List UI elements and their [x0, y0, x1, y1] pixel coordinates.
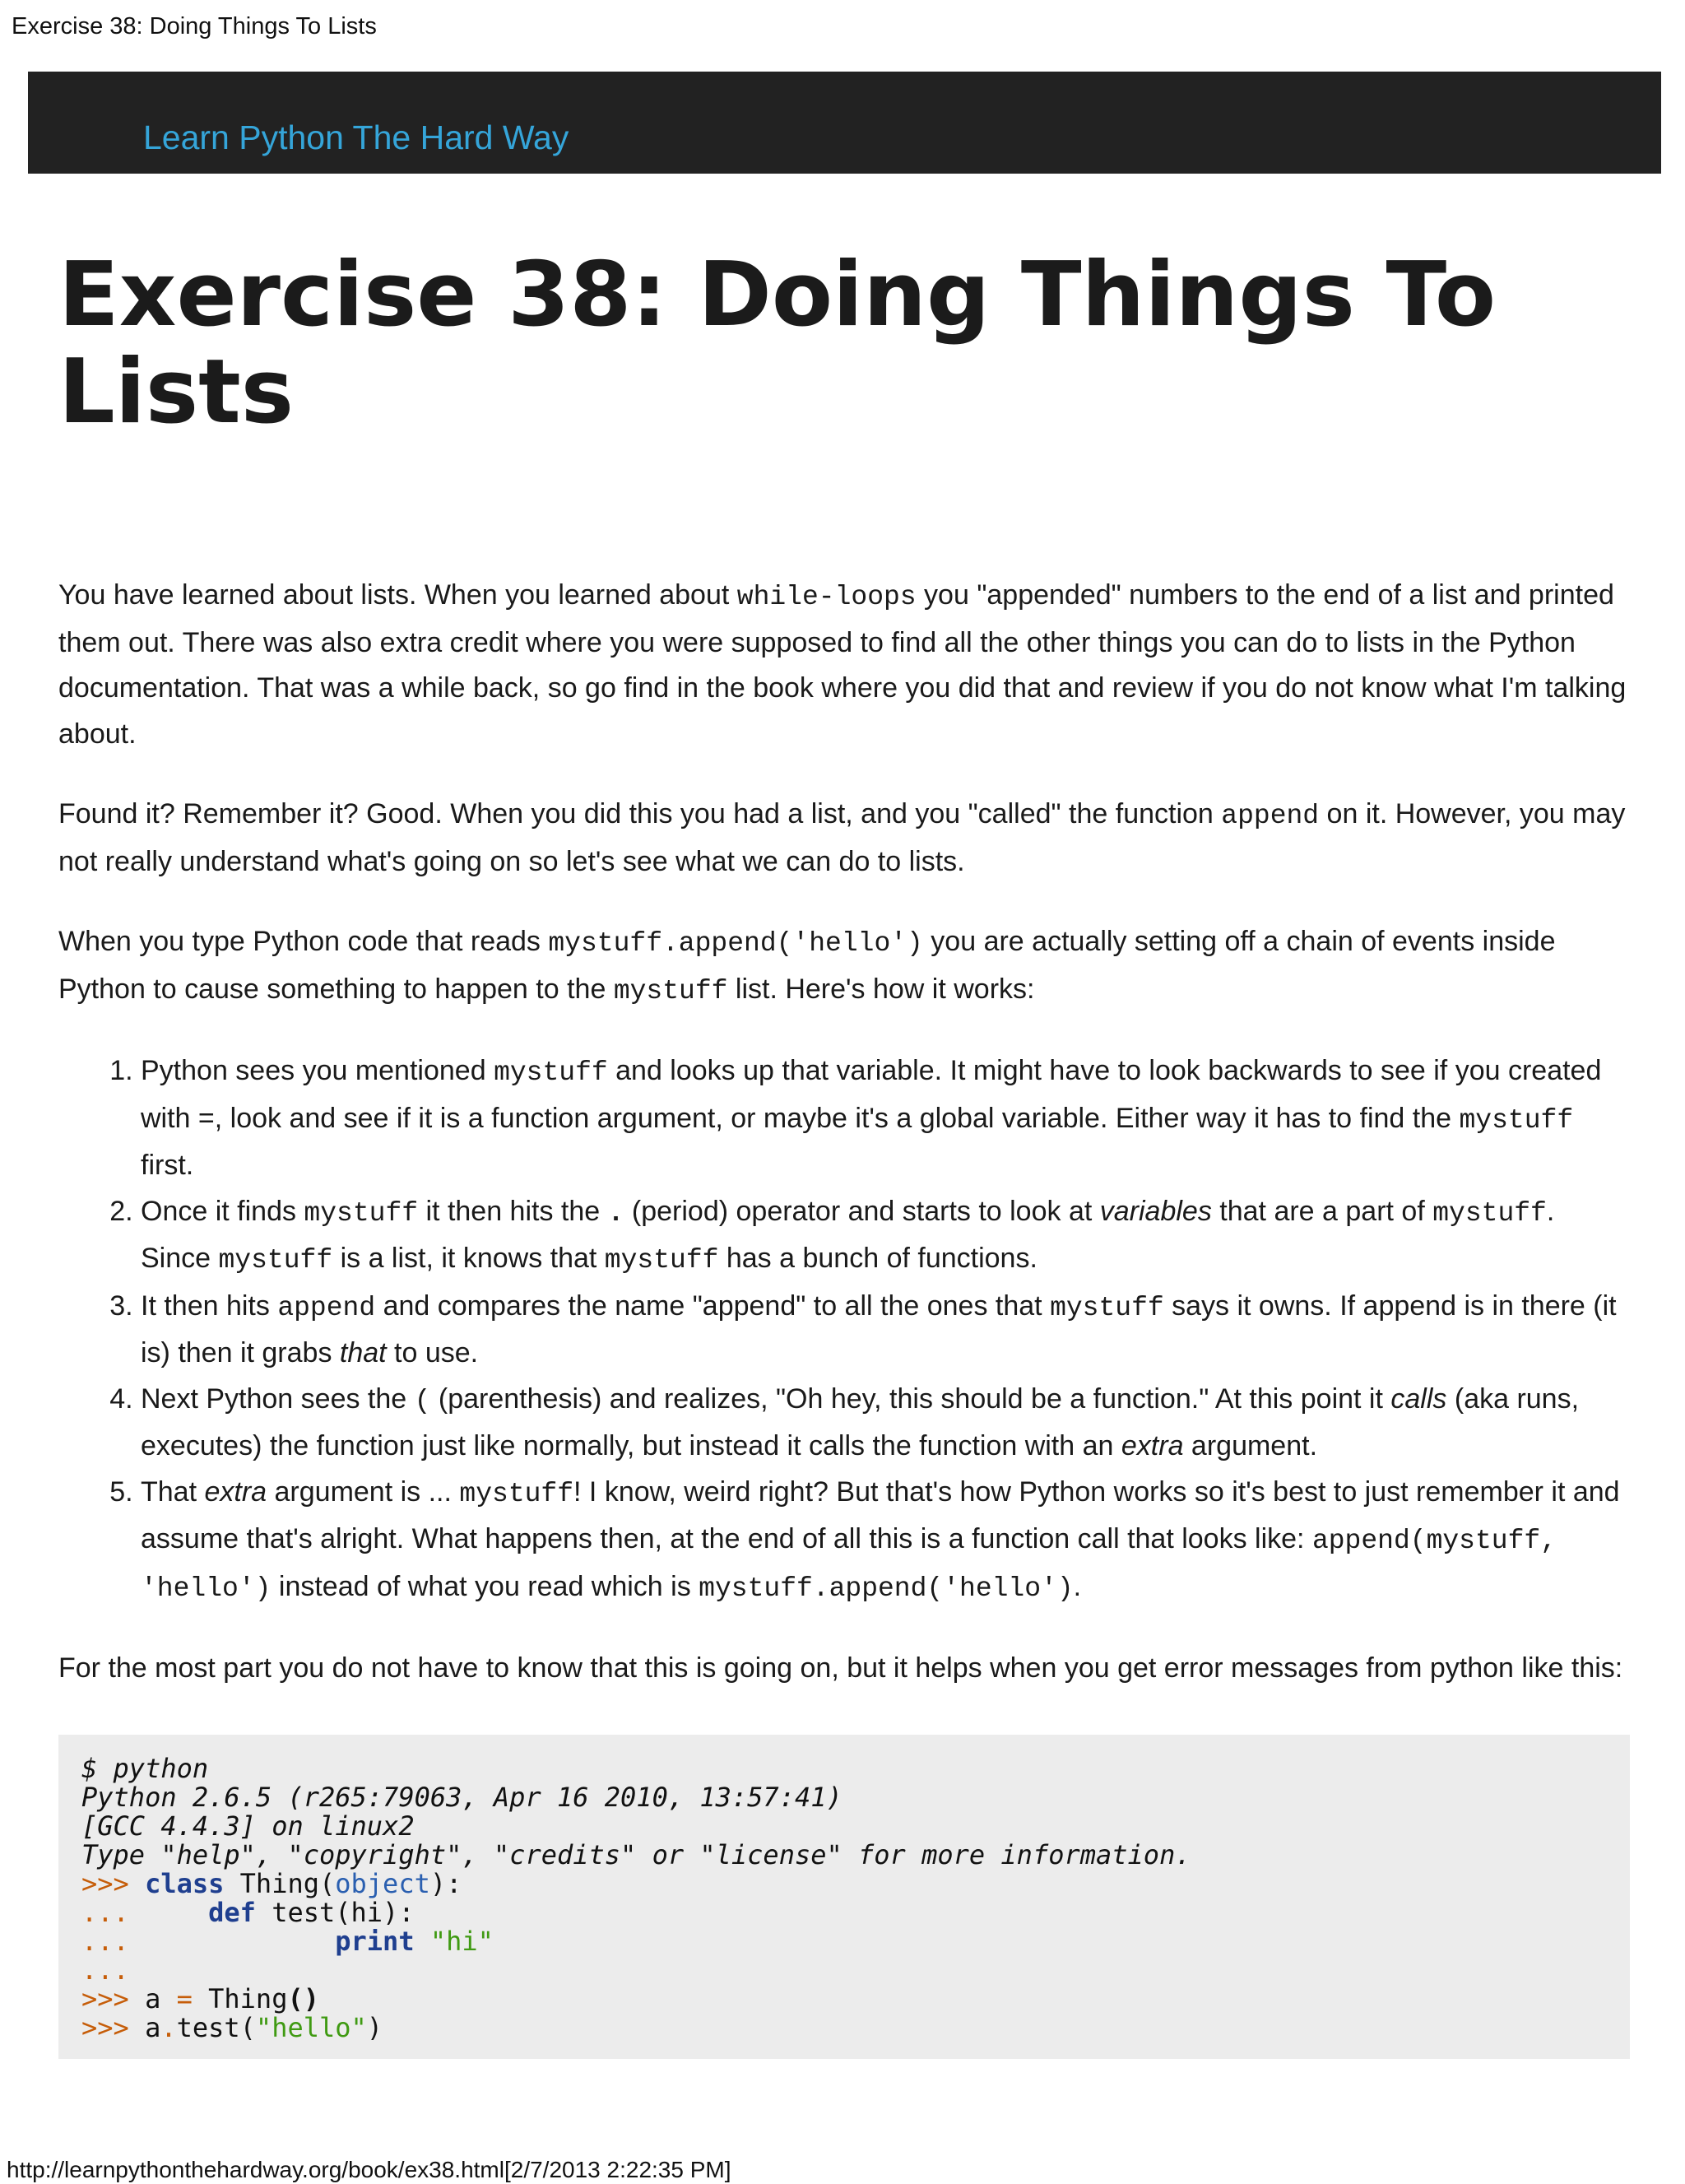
- append-paragraph: Found it? Remember it? Good. When you did this you had a list, and you "called" the function append on it. However, you may not really understand what's going on so let's see what we can do to lists.: [58, 798, 1626, 877]
- main-content: [58, 244, 1630, 2059]
- steps-list: [58, 1048, 1630, 1611]
- list-item: 4. Next Python sees the ( (parenthesis) and realizes, "Oh hey, this should be a function." At this point it calls (aka runs, executes) the function just like normally, but instead it calls the function with an extra argument.: [141, 1377, 1630, 1470]
- print-footer-url: http://learnpythonthehardway.org/book/ex38.html[2/7/2013 2:22:35 PM]: [7, 2157, 731, 2182]
- chain-paragraph: When you type Python code that reads mystuff.append('hello') you are actually setting off a chain of events inside Python to cause something to happen to the mystuff list. Here's how it works:: [58, 926, 1556, 1006]
- code-line: Type "help", "copyright", "credits" or "license" for more information.: [81, 1838, 1191, 1870]
- code-line: >>> class Thing(object):: [81, 1867, 462, 1899]
- page-title: Exercise 38: Doing Things To Lists: [58, 244, 1497, 444]
- print-header: Exercise 38: Doing Things To Lists: [12, 13, 377, 39]
- navbar: [28, 72, 1661, 174]
- code-line: ... print "hi": [81, 1925, 494, 1957]
- code-line: >>> a.test("hello"): [81, 2011, 383, 2043]
- code-line: Python 2.6.5 (r265:79063, Apr 16 2010, 13:57:41): [81, 1781, 842, 1813]
- list-item: 5. That extra argument is ... mystuff! I know, weird right? But that's how Python works so it's best to just remember it and assume that's alright. What happens then, at the end of all this is a function call that looks like: append(mystuff, 'hello') instead of what you read which is mystuff.append('hello').: [141, 1470, 1630, 1612]
- code-block: [58, 1735, 1630, 2059]
- list-item: 2. Once it finds mystuff it then hits the . (period) operator and starts to look at variables that are a part of mystuff. Since mystuff is a list, it knows that mystuff has a bunch of functions.: [141, 1189, 1630, 1284]
- code-line: ...: [81, 1954, 129, 1986]
- brand-link[interactable]: Learn Python The Hard Way: [143, 118, 569, 156]
- intro-paragraph: You have learned about lists. When you learned about while-loops you "appended" numbers to the end of a list and printed them out. There was also extra credit where you were supposed to find all the other things you can do to lists in the Python documentation. That was a while back, so go find in the book where you did that and review if you do not know what I'm talking about.: [58, 579, 1627, 750]
- code-line: $ python: [81, 1752, 209, 1784]
- code-line: ... def test(hi):: [81, 1896, 415, 1928]
- code-line: [GCC 4.4.3] on linux2: [81, 1810, 415, 1842]
- error-paragraph: For the most part you do not have to know that this is going on, but it helps when you get error messages from python like this:: [58, 1652, 1623, 1684]
- list-item: 1. Python sees you mentioned mystuff and looks up that variable. It might have to look backwards to see if you created with =, look and see if it is a function argument, or maybe it's a global variable. Either way it has to find the mystuff first.: [141, 1048, 1630, 1189]
- code-line: >>> a = Thing(): [81, 1982, 319, 2014]
- list-item: 3. It then hits append and compares the name "append" to all the ones that mystuff says it owns. If append is in there (it is) then it grabs that to use.: [141, 1284, 1630, 1377]
